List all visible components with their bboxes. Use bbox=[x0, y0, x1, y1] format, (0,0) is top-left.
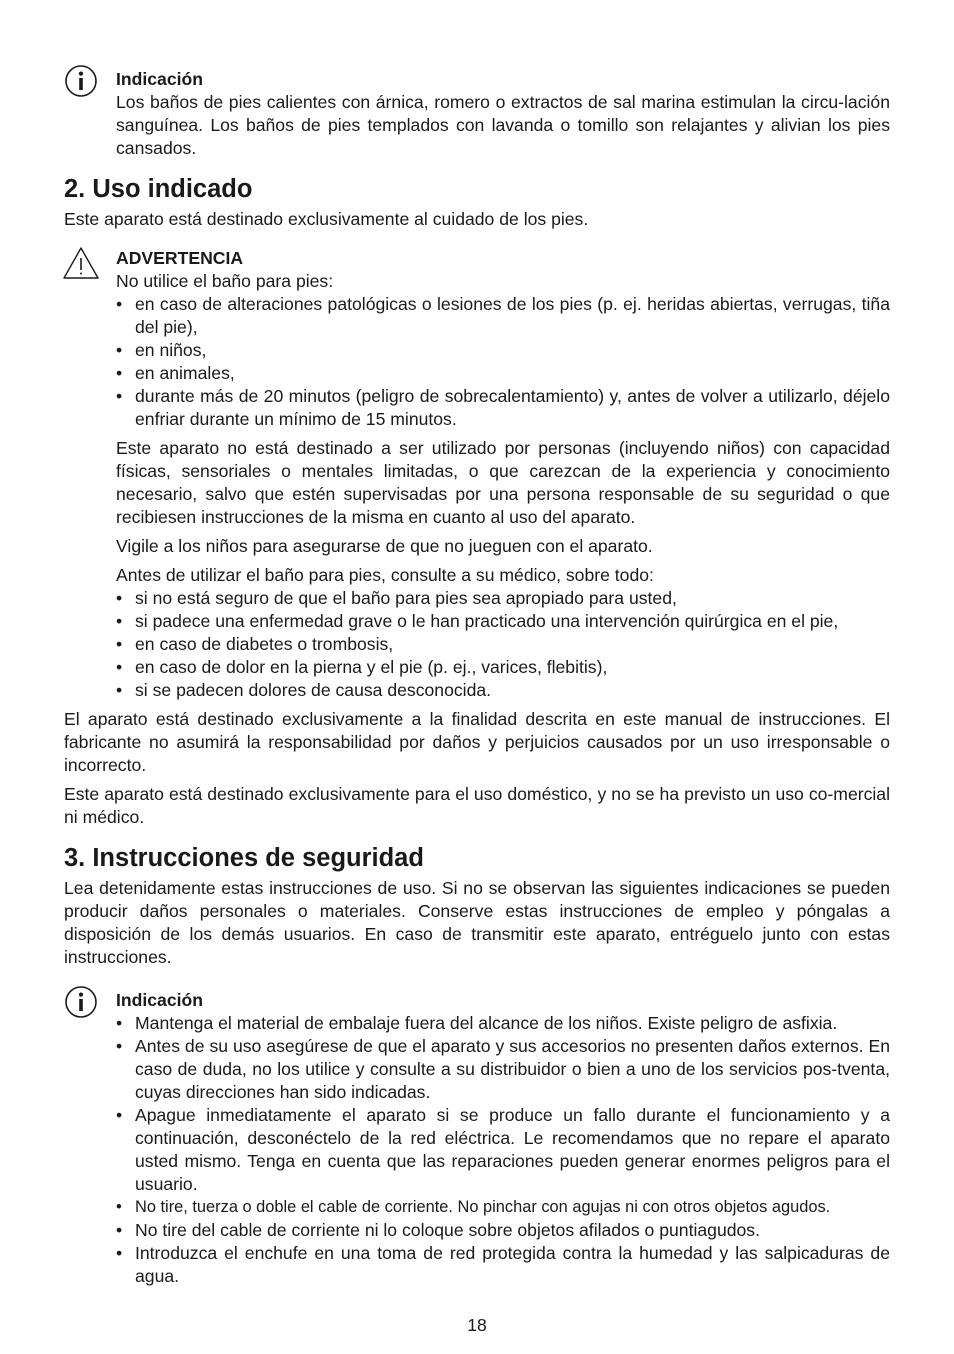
body-paragraph: El aparato está destinado exclusivamente a la finalidad descrita en este manual de instrucciones. El fabricante no asumirá la responsabilidad por daños y perjuicios causados por un uso irresponsable o incorrecto. bbox=[64, 709, 890, 775]
list-item: • Apague inmediatamente el aparato si se produce un fallo durante el funcionamiento y a continuación, desconéctelo de la red eléctrica. Le recomendamos que no repare el aparato usted mismo. Tenga en cuenta que las reparaciones pueden generar enormes peligros para el usuario. bbox=[116, 1104, 890, 1196]
list-item: • Antes de su uso asegúrese de que el aparato y sus accesorios no presenten daños externos. En caso de duda, no los utilice y consulte a su distribuidor o bien a uno de los servicios pos-tventa, cuyas direcciones han sido indicadas. bbox=[116, 1035, 890, 1104]
safety-list bbox=[116, 1012, 890, 1288]
list-item: • en caso de alteraciones patológicas o lesiones de los pies (p. ej. heridas abiertas, verrugas, tiña del pie), bbox=[116, 293, 890, 339]
warning-lead: No utilice el baño para pies: bbox=[116, 271, 334, 291]
body-paragraph: Este aparato está destinado exclusivamente para el uso doméstico, y no se ha previsto un uso co-mercial ni médico. bbox=[64, 784, 890, 827]
note-title: Indicación bbox=[116, 990, 204, 1010]
section-heading-instrucciones: 3. Instrucciones de seguridad bbox=[64, 844, 424, 872]
list-item: • durante más de 20 minutos (peligro de sobrecalentamiento) y, antes de volver a utilizarlo, déjelo enfriar durante un mínimo de 15 minutos. bbox=[116, 385, 890, 431]
warning-paragraph: Este aparato no está destinado a ser utilizado por personas (incluyendo niños) con capacidad físicas, sensoriales o mentales limitadas, o que carezcan de la experiencia y conocimiento necesario, salvo que estén supervisadas por una persona responsable de su seguridad o que recibiesen instrucciones de la misma en cuanto al uso del aparato. bbox=[116, 438, 890, 527]
list-item: • Mantenga el material de embalaje fuera del alcance de los niños. Existe peligro de asfixia. bbox=[116, 1012, 890, 1035]
note-title: Indicación bbox=[116, 69, 204, 89]
warning-paragraph: Vigile a los niños para asegurarse de que no jueguen con el aparato. bbox=[116, 536, 653, 556]
section-heading-uso-indicado: 2. Uso indicado bbox=[64, 175, 253, 203]
list-item: • si padece una enfermedad grave o le han practicado una intervención quirúrgica en el pie, bbox=[116, 610, 890, 633]
warning-icon bbox=[62, 246, 100, 280]
page-number: 18 bbox=[467, 1315, 487, 1335]
list-item: • en animales, bbox=[116, 362, 890, 385]
document-page bbox=[64, 68, 890, 1288]
list-item: • en caso de dolor en la pierna y el pie (p. ej., varices, flebitis), bbox=[116, 656, 890, 679]
note-text: Los baños de pies calientes con árnica, romero o extractos de sal marina estimulan la circu-lación sanguínea. Los baños de pies templados con lavanda o tomillo son relajantes y alivian los pies cansados. bbox=[116, 92, 890, 158]
info-icon bbox=[64, 64, 98, 98]
info-note bbox=[64, 68, 890, 160]
list-item: • si se padecen dolores de causa desconocida. bbox=[116, 679, 890, 702]
list-item: • No tire del cable de corriente ni lo coloque sobre objetos afilados o puntiagudos. bbox=[116, 1219, 890, 1242]
list-item: • No tire, tuerza o doble el cable de corriente. No pinchar con agujas ni con otros objetos agudos. bbox=[116, 1196, 890, 1219]
list-item: • si no está seguro de que el baño para pies sea apropiado para usted, bbox=[116, 587, 890, 610]
warning-lead: Antes de utilizar el baño para pies, consulte a su médico, sobre todo: bbox=[116, 565, 654, 585]
list-item: • en niños, bbox=[116, 339, 890, 362]
info-note bbox=[64, 989, 890, 1288]
section-intro: Lea detenidamente estas instrucciones de uso. Si no se observan las siguientes indicaciones se pueden producir daños personales o materiales. Conserve estas instrucciones de empleo y póngalas a disposición de los demás usuarios. En caso de transmitir este aparato, entréguelo junto con estas instrucciones. bbox=[64, 878, 890, 967]
section-intro: Este aparato está destinado exclusivamente al cuidado de los pies. bbox=[64, 209, 589, 229]
list-item: • en caso de diabetes o trombosis, bbox=[116, 633, 890, 656]
list-item: • Introduzca el enchufe en una toma de red protegida contra la humedad y las salpicaduras de agua. bbox=[116, 1242, 890, 1288]
warning-title: ADVERTENCIA bbox=[116, 248, 244, 268]
info-icon bbox=[64, 985, 98, 1019]
warning-block bbox=[64, 247, 890, 702]
warning-list bbox=[116, 293, 890, 431]
consult-list bbox=[116, 587, 890, 702]
